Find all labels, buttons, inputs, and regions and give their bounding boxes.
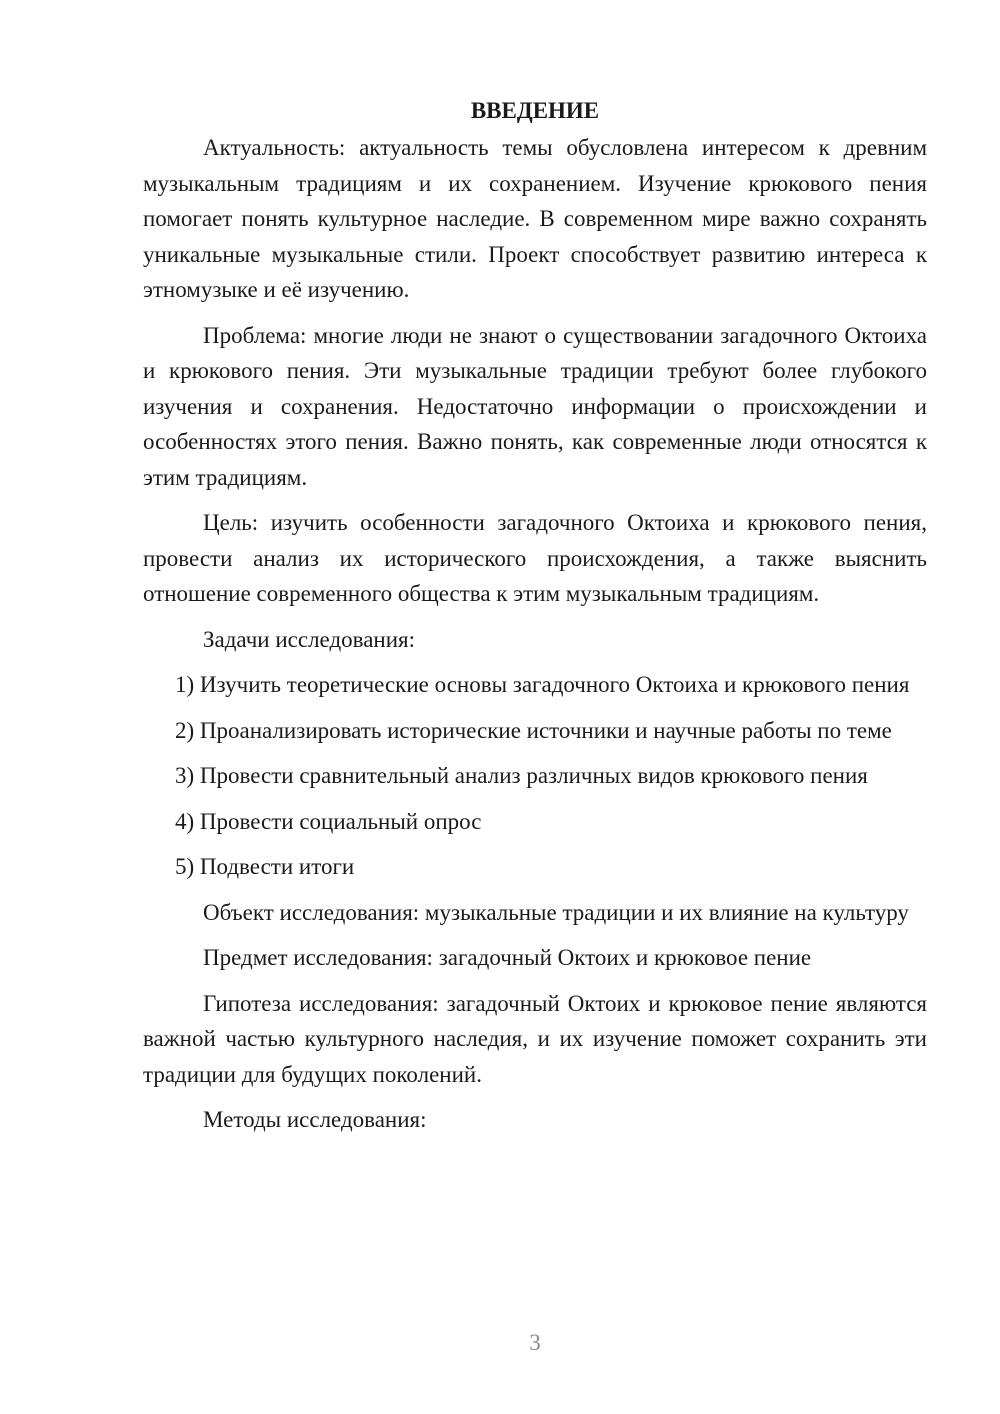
paragraph-problem: Проблема: многие люди не знают о существовании загадочного Октоиха и крюкового пения. Эти музыкальные традиции требуют более глубокого изучения и сохранения. Недостаточно информации о происхождении и особенностях этого пения. Важно понять, как современные люди относятся к этим традициям. bbox=[143, 322, 927, 490]
task-item-1: 1) Изучить теоретические основы загадочного Октоиха и крюкового пения bbox=[175, 672, 910, 697]
paragraph-methods: Методы исследования: bbox=[203, 1107, 427, 1132]
task-item-3: 3) Провести сравнительный анализ различных видов крюкового пения bbox=[175, 763, 868, 788]
task-item-4: 4) Провести социальный опрос bbox=[175, 808, 482, 834]
section-title: ВВЕДЕНИЕ bbox=[470, 98, 600, 123]
paragraph-goal: Цель: изучить особенности загадочного Октоиха и крюкового пения, провести анализ их исторического происхождения, а также выяснить отношение современного общества к этим музыкальным традициям. bbox=[143, 510, 927, 606]
paragraph-subject: Предмет исследования: загадочный Октоих и крюковое пение bbox=[203, 945, 812, 970]
page-number: 3 bbox=[529, 1330, 541, 1355]
task-item-5: 5) Подвести итоги bbox=[175, 854, 355, 879]
paragraph-relevance: Актуальность: актуальность темы обусловлена интересом к древним музыкальным традициям и их сохранением. Изучение крюкового пения помогает понять культурное наследие. В современном мире важно сохранять уникальные музыкальные стили. Проект способствует развитию интереса к этномузыке и её изучению. bbox=[143, 135, 927, 302]
paragraph-object: Объект исследования: музыкальные традиции и их влияние на культуру bbox=[203, 899, 909, 925]
page-body bbox=[143, 93, 927, 1148]
paragraph-tasks-heading: Задачи исследования: bbox=[203, 626, 416, 652]
paragraph-hypothesis: Гипотеза исследования: загадочный Октоих и крюковое пение являются важной частью культурного наследия, и их изучение поможет сохранить эти традиции для будущих поколений. bbox=[143, 990, 927, 1087]
task-item-2: 2) Проанализировать исторические источники и научные работы по теме bbox=[175, 717, 892, 743]
